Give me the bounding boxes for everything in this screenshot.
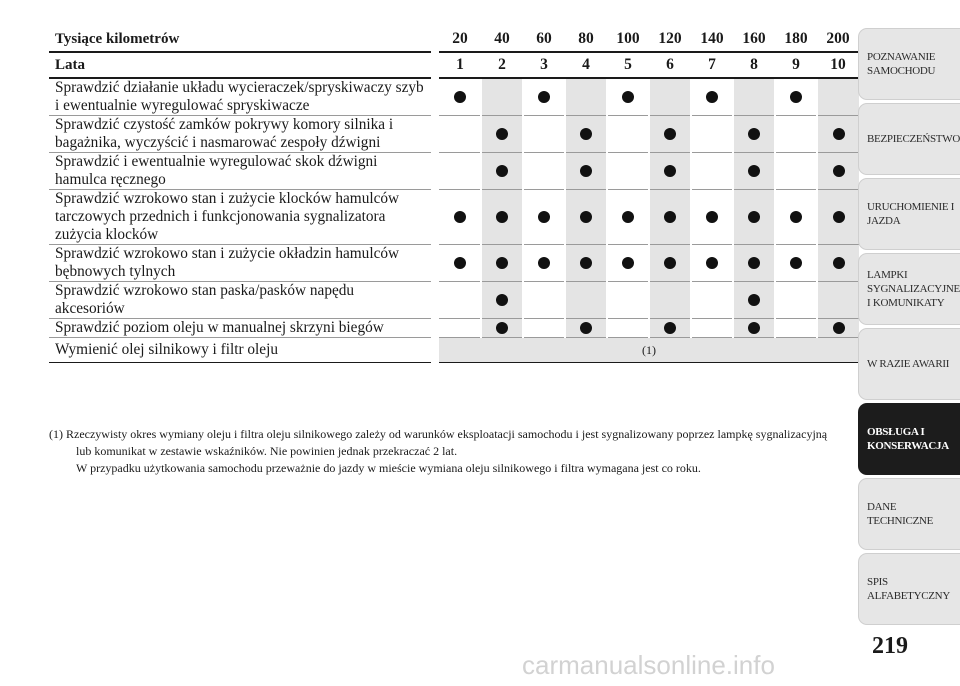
scheduled-dot-icon: [748, 322, 760, 334]
interval-cell: [439, 116, 481, 153]
interval-cell: [481, 190, 523, 245]
scheduled-dot-icon: [454, 257, 466, 269]
interval-cell: [691, 153, 733, 190]
scheduled-dot-icon: [748, 294, 760, 306]
years-header-row: [49, 52, 859, 78]
chapter-tab-label: URUCHOMIENIE I JAZDA: [867, 201, 955, 227]
column-gap: [431, 245, 439, 282]
interval-cell: [439, 153, 481, 190]
task-label: Sprawdzić i ewentualnie wyregulować skok dźwigni hamulca ręcznego: [49, 153, 431, 190]
scheduled-dot-icon: [538, 257, 550, 269]
table-row: [49, 319, 859, 338]
interval-cell: [817, 245, 859, 282]
scheduled-dot-icon: [664, 165, 676, 177]
watermark: carmanualsonline.info: [522, 650, 775, 680]
table-row: [49, 78, 859, 116]
interval-cell: [481, 116, 523, 153]
scheduled-dot-icon: [454, 211, 466, 223]
scheduled-dot-icon: [833, 211, 845, 223]
interval-cell: [733, 153, 775, 190]
interval-cell: [775, 153, 817, 190]
footnote-line-1: (1) Rzeczywisty okres wymiany oleju i filtra oleju silnikowego zależy od warunków eksploatacji samochodu i jest sygnalizowany poprzez lampkę sygnalizacyjną lub komunikat w zestawie wskaźników. Nie powinien jednak przekraczać 2 lat.: [49, 427, 828, 458]
task-label: Sprawdzić poziom oleju w manualnej skrzyni biegów: [49, 319, 431, 338]
chapter-tab[interactable]: [858, 28, 960, 100]
maintenance-schedule-table: [49, 27, 859, 363]
interval-cell: [817, 190, 859, 245]
scheduled-dot-icon: [664, 257, 676, 269]
interval-cell: [481, 319, 523, 338]
scheduled-dot-icon: [706, 211, 718, 223]
scheduled-dot-icon: [580, 211, 592, 223]
column-gap: [431, 52, 439, 78]
interval-cell: [649, 116, 691, 153]
interval-cell: [523, 153, 565, 190]
scheduled-dot-icon: [664, 128, 676, 140]
scheduled-dot-icon: [706, 257, 718, 269]
interval-cell: [481, 282, 523, 319]
schedule-body: [49, 27, 859, 363]
interval-cell: [523, 116, 565, 153]
interval-cell: [607, 319, 649, 338]
table-row: [49, 282, 859, 319]
scheduled-dot-icon: [580, 165, 592, 177]
interval-cell: [775, 190, 817, 245]
interval-cell: [565, 282, 607, 319]
header-label: Lata: [49, 52, 431, 78]
header-cell: 8: [733, 52, 775, 78]
page-number: 219: [872, 633, 908, 659]
interval-cell: [607, 116, 649, 153]
interval-cell: [775, 245, 817, 282]
interval-cell: [523, 190, 565, 245]
chapter-tab-label: W RAZIE AWARII: [867, 358, 950, 370]
scheduled-dot-icon: [664, 211, 676, 223]
interval-cell: [523, 78, 565, 116]
header-cell: 80: [565, 27, 607, 52]
scheduled-dot-icon: [580, 128, 592, 140]
header-cell: 120: [649, 27, 691, 52]
header-cell: 6: [649, 52, 691, 78]
task-label: Sprawdzić wzrokowo stan paska/pasków napędu akcesoriów: [49, 282, 431, 319]
interval-cell: [565, 190, 607, 245]
scheduled-dot-icon: [790, 91, 802, 103]
interval-cell: [691, 116, 733, 153]
task-label: Sprawdzić czystość zamków pokrywy komory silnika i bagażnika, wyczyścić i nasmarować zespoły dźwigni: [49, 116, 431, 153]
footnote: [49, 426, 829, 477]
interval-cell: [481, 78, 523, 116]
interval-cell: [691, 319, 733, 338]
scheduled-dot-icon: [790, 211, 802, 223]
chapter-tab-label: OBSŁUGA I KONSERWACJA: [867, 426, 949, 452]
interval-cell: [817, 319, 859, 338]
header-cell: 20: [439, 27, 481, 52]
oil-change-note: (1): [439, 338, 859, 363]
scheduled-dot-icon: [496, 165, 508, 177]
column-gap: [431, 153, 439, 190]
interval-cell: [733, 282, 775, 319]
header-cell: 60: [523, 27, 565, 52]
column-gap: [431, 27, 439, 52]
table-row: [49, 245, 859, 282]
table-row: [49, 338, 859, 363]
chapter-tab[interactable]: [858, 553, 960, 625]
task-label: Sprawdzić działanie układu wycieraczek/spryskiwaczy szyb i ewentualnie wyregulować spryskiwacze: [49, 78, 431, 116]
header-cell: 100: [607, 27, 649, 52]
interval-cell: [607, 245, 649, 282]
table-row: [49, 116, 859, 153]
interval-cell: [775, 116, 817, 153]
scheduled-dot-icon: [496, 128, 508, 140]
chapter-tab[interactable]: [858, 328, 960, 400]
interval-cell: [523, 245, 565, 282]
interval-cell: [565, 245, 607, 282]
interval-cell: [733, 319, 775, 338]
interval-cell: [775, 319, 817, 338]
scheduled-dot-icon: [622, 257, 634, 269]
interval-cell: [565, 116, 607, 153]
interval-cell: [649, 282, 691, 319]
header-cell: 180: [775, 27, 817, 52]
chapter-tab[interactable]: [858, 253, 960, 325]
column-gap: [431, 338, 439, 363]
interval-cell: [691, 282, 733, 319]
scheduled-dot-icon: [748, 211, 760, 223]
interval-cell: [691, 190, 733, 245]
column-gap: [431, 319, 439, 338]
scheduled-dot-icon: [496, 322, 508, 334]
chapter-tab[interactable]: [858, 103, 960, 175]
interval-cell: [733, 190, 775, 245]
scheduled-dot-icon: [496, 257, 508, 269]
chapter-tab-label: DANE TECHNICZNE: [867, 501, 934, 527]
interval-cell: [775, 282, 817, 319]
interval-cell: [607, 153, 649, 190]
task-label: Sprawdzić wzrokowo stan i zużycie okładzin hamulców bębnowych tylnych: [49, 245, 431, 282]
scheduled-dot-icon: [833, 128, 845, 140]
interval-cell: [817, 78, 859, 116]
scheduled-dot-icon: [622, 91, 634, 103]
interval-cell: [481, 153, 523, 190]
scheduled-dot-icon: [748, 165, 760, 177]
scheduled-dot-icon: [622, 211, 634, 223]
header-cell: 9: [775, 52, 817, 78]
scheduled-dot-icon: [833, 322, 845, 334]
km-header-row: [49, 27, 859, 52]
interval-cell: [649, 153, 691, 190]
task-label: Wymienić olej silnikowy i filtr oleju: [49, 338, 431, 363]
interval-cell: [565, 78, 607, 116]
interval-cell: [649, 78, 691, 116]
scheduled-dot-icon: [664, 322, 676, 334]
scheduled-dot-icon: [454, 91, 466, 103]
scheduled-dot-icon: [833, 165, 845, 177]
interval-cell: [439, 78, 481, 116]
header-cell: 4: [565, 52, 607, 78]
interval-cell: [523, 282, 565, 319]
header-cell: 2: [481, 52, 523, 78]
column-gap: [431, 78, 439, 116]
table-row: [49, 153, 859, 190]
interval-cell: [691, 78, 733, 116]
interval-cell: [565, 319, 607, 338]
table-row: [49, 190, 859, 245]
scheduled-dot-icon: [496, 294, 508, 306]
header-cell: 10: [817, 52, 859, 78]
header-cell: 200: [817, 27, 859, 52]
scheduled-dot-icon: [538, 211, 550, 223]
column-gap: [431, 190, 439, 245]
chapter-tab-label: POZNAWANIE SAMOCHODU: [867, 51, 936, 77]
header-cell: 5: [607, 52, 649, 78]
interval-cell: [439, 319, 481, 338]
interval-cell: [733, 245, 775, 282]
task-label: Sprawdzić wzrokowo stan i zużycie klocków hamulców tarczowych przednich i funkcjonowania sygnalizatora zużycia klocków: [49, 190, 431, 245]
interval-cell: [439, 190, 481, 245]
column-gap: [431, 282, 439, 319]
scheduled-dot-icon: [538, 91, 550, 103]
scheduled-dot-icon: [580, 257, 592, 269]
chapter-tab[interactable]: [858, 403, 960, 475]
interval-cell: [607, 78, 649, 116]
scheduled-dot-icon: [748, 128, 760, 140]
interval-cell: [607, 282, 649, 319]
interval-cell: [439, 282, 481, 319]
column-gap: [431, 116, 439, 153]
chapter-tab-label: BEZPIECZEŃSTWO: [867, 133, 960, 145]
interval-cell: [607, 190, 649, 245]
interval-cell: [523, 319, 565, 338]
interval-cell: [817, 116, 859, 153]
header-cell: 160: [733, 27, 775, 52]
scheduled-dot-icon: [748, 257, 760, 269]
scheduled-dot-icon: [706, 91, 718, 103]
header-cell: 140: [691, 27, 733, 52]
interval-cell: [775, 78, 817, 116]
chapter-tab[interactable]: [858, 178, 960, 250]
interval-cell: [649, 319, 691, 338]
interval-cell: [733, 116, 775, 153]
header-cell: 40: [481, 27, 523, 52]
interval-cell: [733, 78, 775, 116]
interval-cell: [439, 245, 481, 282]
header-cell: 1: [439, 52, 481, 78]
chapter-tab-label: SPIS ALFABETYCZNY: [867, 576, 950, 602]
interval-cell: [649, 190, 691, 245]
interval-cell: [565, 153, 607, 190]
scheduled-dot-icon: [496, 211, 508, 223]
chapter-tab[interactable]: [858, 478, 960, 550]
interval-cell: [691, 245, 733, 282]
interval-cell: [481, 245, 523, 282]
scheduled-dot-icon: [580, 322, 592, 334]
interval-cell: [817, 153, 859, 190]
header-cell: 3: [523, 52, 565, 78]
header-cell: 7: [691, 52, 733, 78]
scheduled-dot-icon: [790, 257, 802, 269]
footnote-line-2: W przypadku użytkowania samochodu przeważnie do jazdy w mieście wymiana oleju silnikowego i filtra wymagana jest co roku.: [76, 461, 701, 475]
header-label: Tysiące kilometrów: [49, 27, 431, 52]
chapter-tabs: [858, 28, 960, 628]
interval-cell: [817, 282, 859, 319]
interval-cell: [649, 245, 691, 282]
chapter-tab-label: LAMPKI SYGNALIZACYJNE I KOMUNIKATY: [867, 269, 960, 309]
scheduled-dot-icon: [833, 257, 845, 269]
